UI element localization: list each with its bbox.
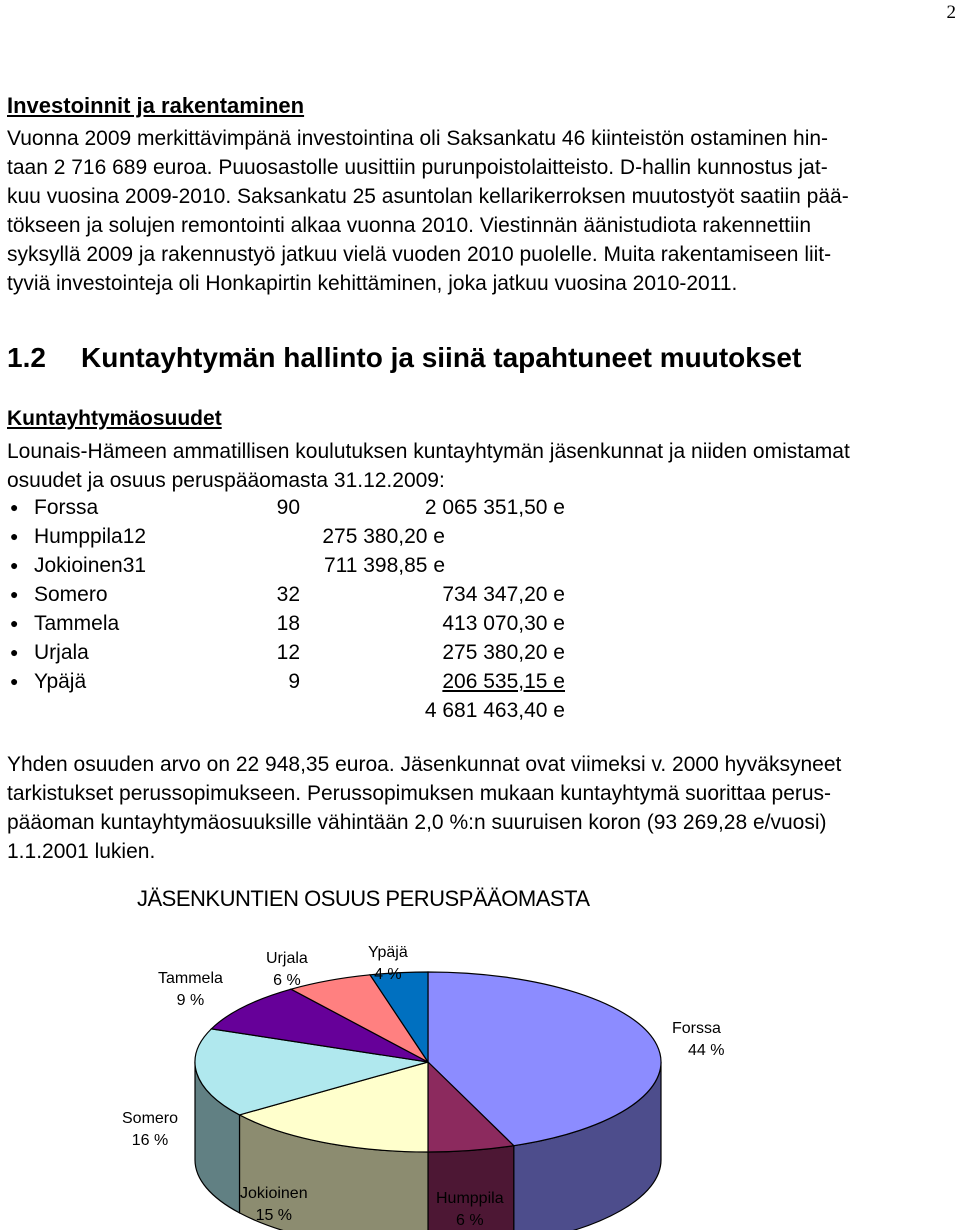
paragraph-line: taan 2 716 689 euroa. Puuosastolle uusittiin purunpoistolaitteisto. D-hallin kunnostus jat- [7,156,828,179]
share-amount: 734 347,20 e [442,583,565,606]
pie-label-urjala [266,948,308,992]
bullet-icon: ● [10,499,19,515]
share-amount: 206 535,15 e [442,670,565,693]
pie-label-value: 15 % [255,1207,293,1224]
bullet-icon: ● [10,615,19,631]
paragraph-line: tökseen ja solujen remontointi alkaa vuonna 2010. Viestinnän äänistudiota rakennettiin [7,214,811,237]
pie-label-value: 6 % [273,972,301,989]
member-name: Ypäjä [34,670,87,693]
share-count: 90 [276,496,300,519]
page-number: 2 [946,2,956,23]
member-name: Urjala [34,641,89,664]
paragraph-line: syksyllä 2009 ja rakennustyö jatkuu vielä vuoden 2010 puolelle. Muita rakentamiseen liit- [7,243,832,266]
shares-subheading: Kuntayhtymäosuudet [7,407,222,430]
pie-label-ypäjä [368,942,408,986]
pie-label-name: Tammela [158,970,223,987]
share-count: 18 [276,612,300,635]
paragraph-line: 1.1.2001 lukien. [7,840,156,863]
member-name: Jokioinen31 [34,554,147,577]
member-name: Forssa [34,496,99,519]
pie-label-tammela [158,968,223,1012]
bullet-icon: ● [10,644,19,660]
pie-label-jokioinen [240,1183,308,1227]
share-amount: 275 380,20 e [322,525,445,548]
chart-title: JÄSENKUNTIEN OSUUS PERUSPÄÄOMASTA [137,886,590,911]
pie-label-value: 44 % [688,1042,725,1059]
pie-label-somero [122,1108,178,1152]
share-amount: 2 065 351,50 e [424,496,565,519]
member-name: Somero [34,583,108,606]
pie-label-name: Ypäjä [368,944,408,961]
paragraph-line: tarkistukset perussopimukseen. Perussopimuksen mukaan kuntayhtymä suorittaa perus- [7,782,832,805]
member-name: Humppila12 [34,525,147,548]
paragraph-line: pääoman kuntayhtymäosuuksille vähintään 2,0 %:n suuruisen koron (93 269,28 e/vuosi) [7,811,827,834]
paragraph-line: osuudet ja osuus peruspääomasta 31.12.2009: [7,469,445,492]
chapter-title: Kuntayhtymän hallinto ja siinä tapahtuneet muutokset [81,342,802,373]
paragraph-line: Lounais-Hämeen ammatillisen koulutuksen kuntayhtymän jäsenkunnat ja niiden omistamat [7,440,850,463]
pie-label-name: Jokioinen [240,1185,308,1202]
pie-label-name: Forssa [672,1020,721,1037]
paragraph-line: Yhden osuuden arvo on 22 948,35 euroa. Jäsenkunnat ovat viimeksi v. 2000 hyväksyneet [7,753,842,776]
bullet-icon: ● [10,586,19,602]
pie-label-value: 4 % [374,966,402,983]
pie-label-value: 9 % [176,992,205,1009]
pie-label-value: 16 % [131,1132,169,1149]
pie-label-forssa [672,1018,724,1062]
member-name: Tammela [34,612,120,635]
bullet-icon: ● [10,528,19,544]
share-amount: 275 380,20 e [442,641,565,664]
share-count: 9 [288,670,300,693]
pie-label-name: Urjala [266,950,308,967]
paragraph-line: Vuonna 2009 merkittävimpänä investointina oli Saksankatu 46 kiinteistön ostaminen hin- [7,127,829,150]
share-count: 32 [276,583,300,606]
share-amount: 711 398,85 e [323,554,445,577]
section-heading-investments: Investoinnit ja rakentaminen [7,93,305,118]
share-amount: 413 070,30 e [442,612,565,635]
bullet-icon: ● [10,673,19,689]
total-amount: 4 681 463,40 e [424,699,565,722]
bullet-icon: ● [10,557,19,573]
chapter-number: 1.2 [7,342,46,373]
pie-label-name: Somero [122,1110,179,1127]
pie-label-name: Humppila [436,1190,504,1207]
pie-label-value: 6 % [456,1212,484,1229]
paragraph-line: kuu vuosina 2009-2010. Saksankatu 25 asuntolan kellarikerroksen muutostyöt saatiin pää- [7,185,849,208]
share-count: 12 [276,641,300,664]
pie-label-humppila [436,1188,504,1232]
paragraph-line: tyviä investointeja oli Honkapirtin kehittäminen, joka jatkuu vuosina 2010-2011. [7,272,738,295]
